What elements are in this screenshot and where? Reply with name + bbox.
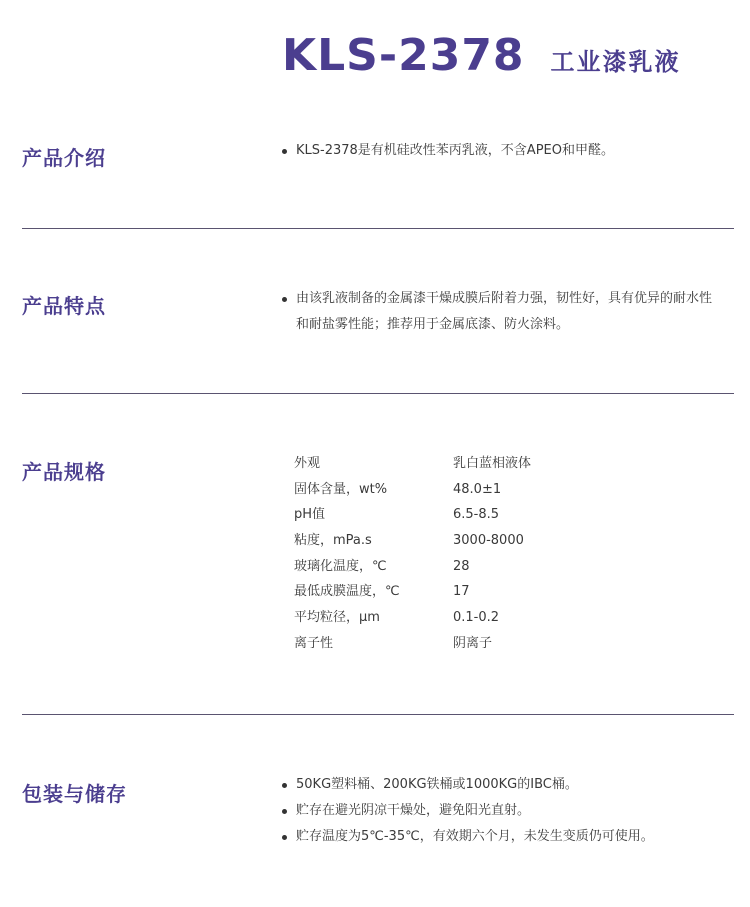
spec-value: 0.1-0.2 (453, 610, 500, 626)
spec-value: 3000-8000 (453, 533, 524, 549)
spec-row (294, 451, 653, 477)
packaging-bullet: 50KG塑料桶、200KG铁桶或1000KG的IBC桶。 (282, 772, 712, 798)
spec-key: 玻璃化温度，℃ (294, 558, 387, 574)
spec-row (294, 579, 653, 605)
spec-table (294, 451, 653, 657)
spec-key: pH值 (294, 507, 326, 523)
page-header (282, 30, 681, 81)
packaging-bullets (282, 772, 712, 850)
section-title-intro: 产品介绍 (22, 146, 106, 170)
product-name: 工业漆乳液 (550, 48, 681, 76)
divider (22, 228, 734, 229)
features-bullets (282, 286, 712, 338)
packaging-bullet: 贮存在避光阴凉干燥处，避免阳光直射。 (282, 798, 712, 824)
spec-value: 28 (453, 558, 470, 574)
spec-value: 48.0±1 (453, 481, 502, 497)
spec-key: 外观 (294, 456, 321, 471)
spec-key: 离子性 (294, 635, 334, 651)
section-title-specs: 产品规格 (22, 460, 106, 484)
spec-value: 阴离子 (453, 635, 493, 651)
spec-row (294, 477, 653, 503)
spec-row (294, 528, 653, 554)
spec-key: 最低成膜温度，℃ (294, 584, 400, 600)
spec-row (294, 605, 653, 631)
spec-value: 17 (453, 584, 470, 600)
product-code: KLS-2378 (282, 30, 525, 81)
divider (22, 714, 734, 715)
spec-value: 6.5-8.5 (453, 507, 500, 523)
spec-row (294, 502, 653, 528)
packaging-bullet: 贮存温度为5℃-35℃，有效期六个月，未发生变质仍可使用。 (282, 824, 712, 850)
spec-key: 平均粒径，μm (294, 610, 380, 626)
spec-key: 固体含量，wt% (294, 481, 388, 497)
spec-key: 粘度，mPa.s (294, 533, 372, 549)
section-title-features: 产品特点 (22, 294, 106, 318)
intro-bullet: KLS-2378是有机硅改性苯丙乳液，不含APEO和甲醛。 (282, 138, 712, 164)
features-bullet: 由该乳液制备的金属漆干燥成膜后附着力强，韧性好，具有优异的耐水性和耐盐雾性能；推荐用于金属底漆、防火涂料。 (282, 286, 712, 338)
spec-row (294, 554, 653, 580)
spec-value: 乳白蓝相液体 (453, 456, 532, 471)
spec-row (294, 631, 653, 657)
intro-bullets (282, 138, 712, 164)
divider (22, 393, 734, 394)
section-title-packaging: 包装与储存 (22, 782, 127, 806)
